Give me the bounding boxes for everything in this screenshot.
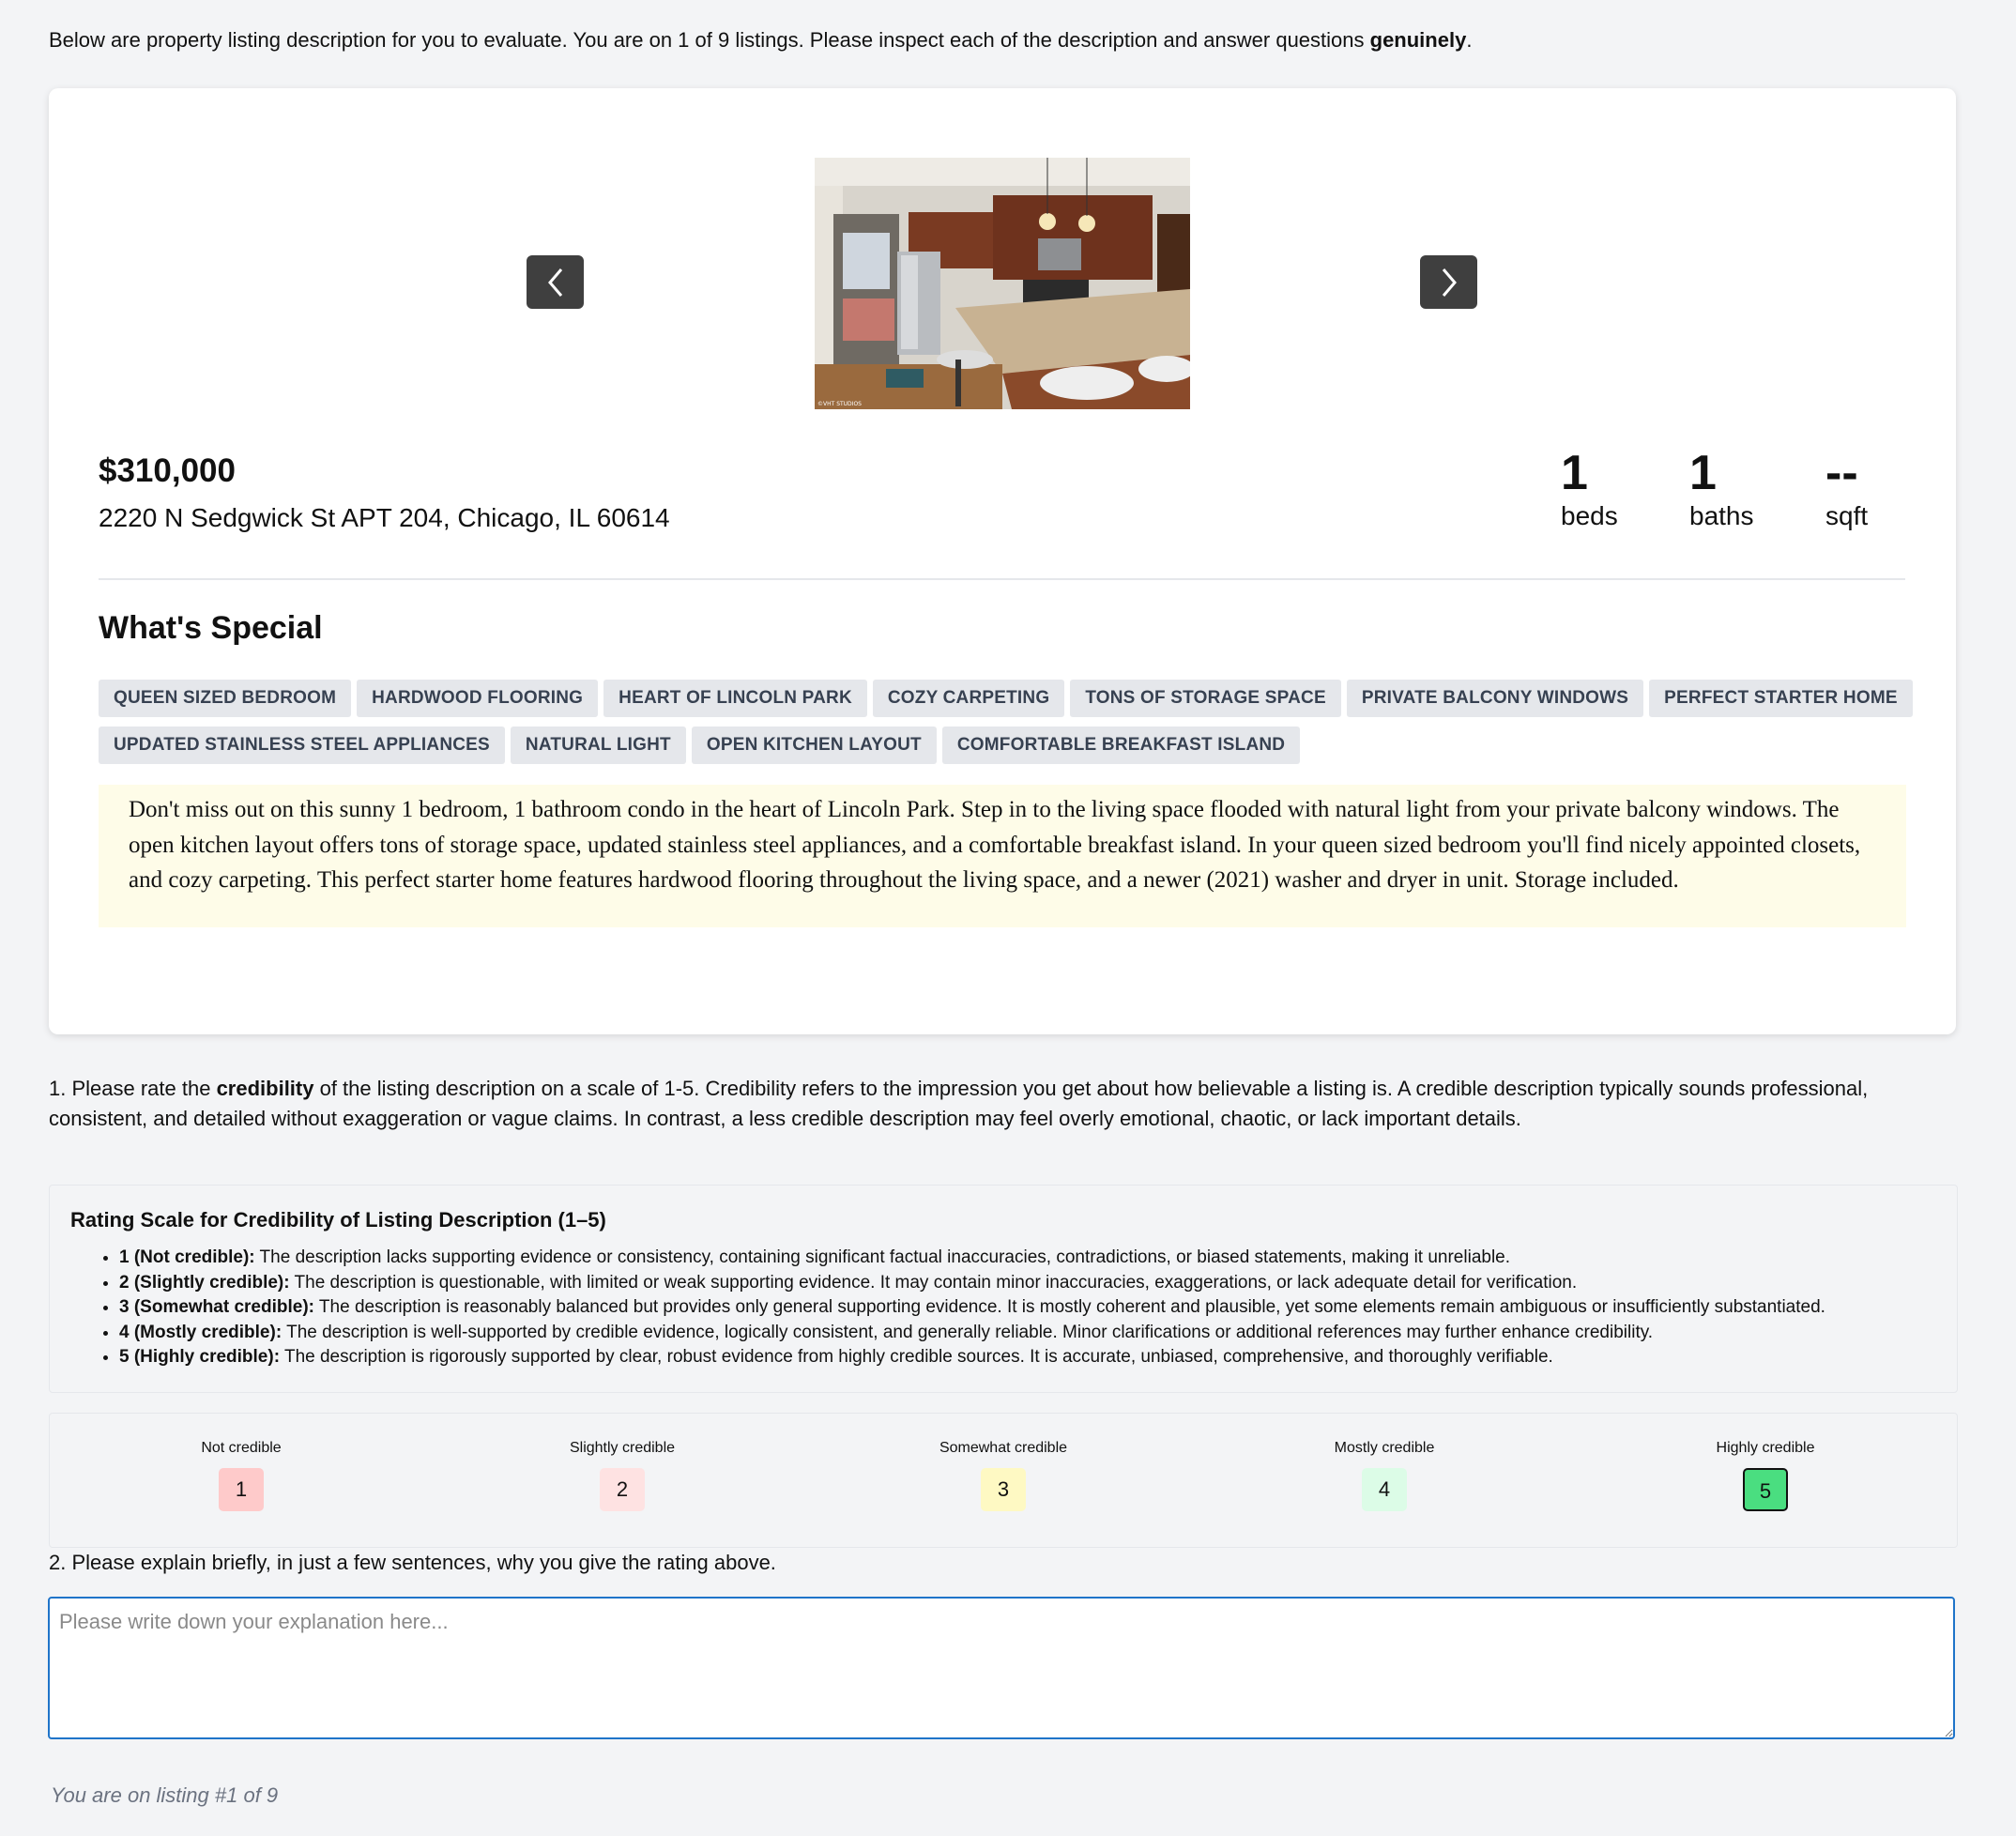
stat-label: baths xyxy=(1689,501,1754,530)
scale-item: • 5 (Highly credible): The description is rigorously supported by clear, robust evidence from highly credible sources. It is accurate, unbiased, comprehensive, and thoroughly verifiable. xyxy=(119,1345,1825,1370)
rating-option-3 xyxy=(863,1440,1144,1511)
feature-tag: NATURAL LIGHT xyxy=(511,727,686,764)
question-1: 1. Please rate the credibility of the listing description on a scale of 1-5. Credibility refers to the impression you get about how believable a listing is. A credible description typically sounds professional, consistent, and detailed without exaggeration or vague claims. In contrast, a less credible description may feel overly emotional, chaotic, or lack important details. xyxy=(49,1077,1869,1130)
question-2: 2. Please explain briefly, in just a few sentences, why you give the rating above. xyxy=(49,1551,776,1574)
chevron-right-icon xyxy=(1436,266,1462,299)
rating-option-5 xyxy=(1625,1440,1906,1511)
listing-description: Don't miss out on this sunny 1 bedroom, 1 bathroom condo in the heart of Lincoln Park. Step in to the living space flooded with natural light from your private balcony windows. The open kitchen layout offers tons of storage space, updated stainless steel appliances, and a comfortable breakfast island. In your queen sized bedroom you'll find nicely appointed closets, and cozy carpeting. This perfect starter home features hardwood flooring throughout the living space, and a newer (2021) washer and dryer in unit. Storage included. xyxy=(99,785,1906,927)
divider xyxy=(99,578,1905,580)
listing-progress: You are on listing #1 of 9 xyxy=(51,1783,279,1807)
stat-label: beds xyxy=(1561,501,1618,530)
rating-button-4[interactable]: 4 xyxy=(1362,1468,1407,1511)
whats-special-heading: What's Special xyxy=(99,610,323,646)
scale-item: • 4 (Mostly credible): The description is well-supported by credible evidence, logically consistent, and generally reliable. Minor clarifications or additional references may further enhance credibility. xyxy=(119,1321,1825,1346)
scale-item: • 1 (Not credible): The description lacks supporting evidence or consistency, containing significant factual inaccuracies, contradictions, or biased statements, making it unreliable. xyxy=(119,1246,1825,1271)
feature-tag: QUEEN SIZED BEDROOM xyxy=(99,680,351,717)
listing-photo xyxy=(815,158,1190,409)
stat-sqft xyxy=(1825,446,1869,531)
feature-tags xyxy=(99,680,1919,773)
question-1-emphasis: credibility xyxy=(216,1077,314,1100)
listing-address: 2220 N Sedgwick St APT 204, Chicago, IL 60614 xyxy=(99,503,670,532)
photo-watermark: ©VHT STUDIOS xyxy=(817,401,862,407)
rating-button-1[interactable]: 1 xyxy=(219,1468,264,1511)
feature-tag: TONS OF STORAGE SPACE xyxy=(1070,680,1341,717)
explanation-textarea[interactable] xyxy=(48,1597,1955,1739)
carousel-next-button[interactable] xyxy=(1420,255,1477,309)
rating-button-5[interactable]: 5 xyxy=(1743,1468,1788,1511)
listing-card xyxy=(49,88,1956,1034)
carousel-prev-button[interactable] xyxy=(527,255,584,309)
stat-value: 1 xyxy=(1689,446,1717,500)
stat-label: sqft xyxy=(1825,501,1869,530)
feature-tag: COZY CARPETING xyxy=(873,680,1064,717)
rating-option-4 xyxy=(1244,1440,1525,1511)
rating-caption: Slightly credible xyxy=(569,1440,676,1456)
rating-caption: Somewhat credible xyxy=(939,1440,1068,1456)
rating-option-2 xyxy=(481,1440,763,1511)
feature-tag: PERFECT STARTER HOME xyxy=(1649,680,1913,717)
intro-emphasis: genuinely xyxy=(1369,28,1467,52)
chevron-left-icon xyxy=(542,266,569,299)
listing-price: $310,000 xyxy=(99,452,236,489)
intro-text: Below are property listing description for you to evaluate. You are on 1 of 9 listings. Please inspect each of the description and answer questions genuinely. xyxy=(49,28,1473,52)
rating-caption: Not credible xyxy=(201,1440,282,1456)
rating-button-3[interactable]: 3 xyxy=(981,1468,1026,1511)
stat-value: -- xyxy=(1825,446,1858,500)
stat-beds xyxy=(1561,446,1618,531)
feature-tag: HARDWOOD FLOORING xyxy=(357,680,598,717)
feature-tag: PRIVATE BALCONY WINDOWS xyxy=(1347,680,1643,717)
rating-option-1 xyxy=(100,1440,382,1511)
rating-selector xyxy=(49,1413,1958,1548)
rating-scale-title: Rating Scale for Credibility of Listing Description (1–5) xyxy=(70,1208,606,1232)
feature-tag: COMFORTABLE BREAKFAST ISLAND xyxy=(942,727,1300,764)
rating-scale-list xyxy=(99,1246,1825,1370)
scale-item: • 3 (Somewhat credible): The description is reasonably balanced but provides only general supporting evidence. It is mostly coherent and plausible, yet some elements remain ambiguous or insufficiently substantiated. xyxy=(119,1295,1825,1321)
rating-caption: Mostly credible xyxy=(1334,1440,1435,1456)
rating-scale-panel xyxy=(49,1185,1958,1393)
stat-value: 1 xyxy=(1561,446,1588,500)
scale-item: • 2 (Slightly credible): The description is questionable, with limited or weak supporting evidence. It may contain minor inaccuracies, exaggerations, or lack adequate detail for verification. xyxy=(119,1271,1825,1296)
feature-tag: OPEN KITCHEN LAYOUT xyxy=(692,727,937,764)
rating-button-2[interactable]: 2 xyxy=(600,1468,645,1511)
stat-baths xyxy=(1689,446,1754,531)
rating-caption: Highly credible xyxy=(1716,1440,1815,1456)
feature-tag: UPDATED STAINLESS STEEL APPLIANCES xyxy=(99,727,505,764)
feature-tag: HEART OF LINCOLN PARK xyxy=(603,680,867,717)
